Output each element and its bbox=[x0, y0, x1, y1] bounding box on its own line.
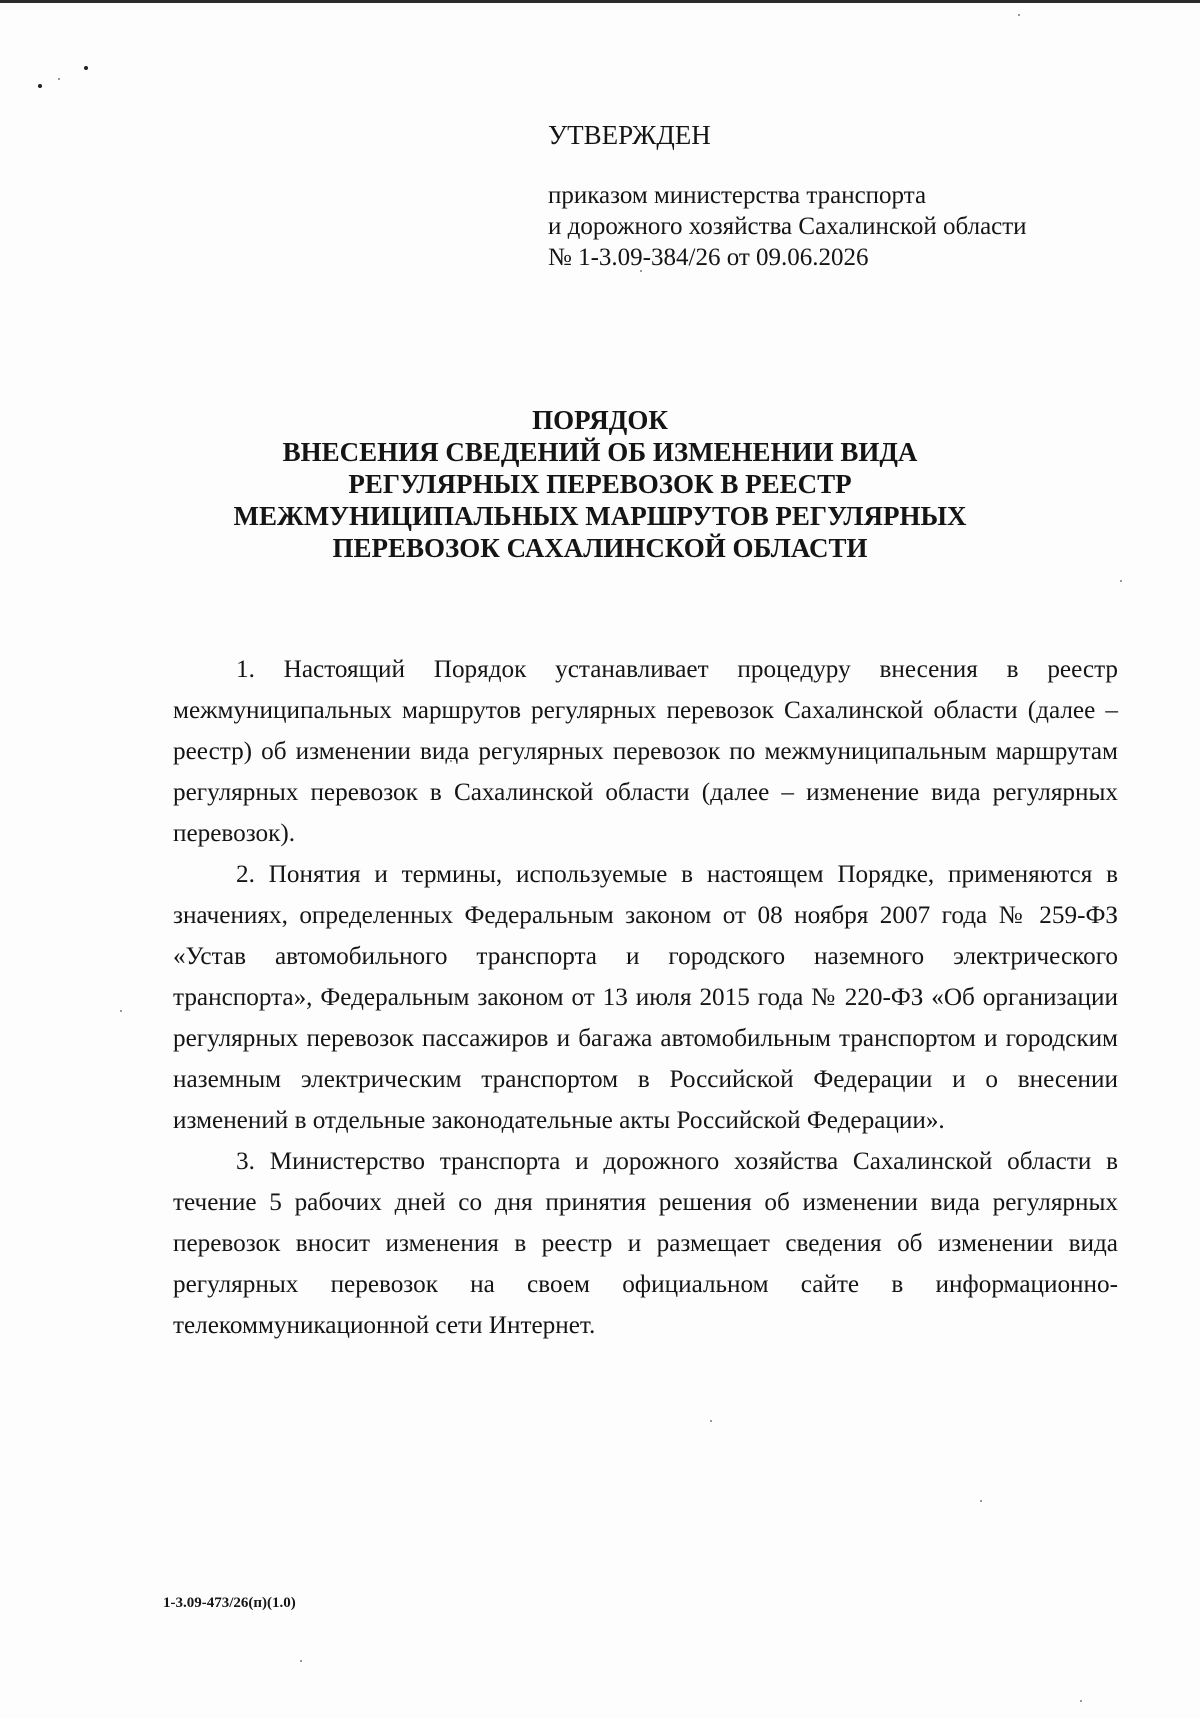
scan-speck bbox=[300, 1660, 302, 1662]
scan-speck bbox=[38, 84, 42, 88]
scan-speck bbox=[84, 66, 88, 70]
approval-order-line: приказом министерства транспорта bbox=[548, 182, 927, 209]
footer-registration-code: 1-3.09-473/26(п)(1.0) bbox=[163, 1595, 296, 1611]
title-line: МЕЖМУНИЦИПАЛЬНЫХ МАРШРУТОВ РЕГУЛЯРНЫХ bbox=[233, 501, 967, 531]
paragraph-2: 2. Понятия и термины, используемые в настоящем Порядке, применяются в значениях, определенных Федеральным законом от 08 ноября 2007 года № 259-ФЗ «Устав автомобильного транспорта и городского наземного электрического транспорта», Федеральным законом от 13 июля 2015 года № 220-ФЗ «Об организации регулярных перевозок пассажиров и багажа автомобильным транспортом и городским наземным электрическим транспортом в Российской Федерации и о внесении изменений в отдельные законодательные акты Российской Федерации». bbox=[173, 861, 1118, 1134]
scan-speck bbox=[710, 1420, 712, 1422]
scan-speck bbox=[1080, 1700, 1082, 1702]
document-title bbox=[160, 404, 1040, 564]
title-line: ПОРЯДОК bbox=[532, 405, 668, 435]
document-body bbox=[173, 649, 1118, 1346]
paragraph-1: 1. Настоящий Порядок устанавливает процедуру внесения в реестр межмуниципальных маршрутов регулярных перевозок Сахалинской области (далее – реестр) об изменении вида регулярных перевозок по межмуниципальным маршрутам регулярных перевозок в Сахалинской области (далее – изменение вида регулярных перевозок). bbox=[173, 656, 1118, 847]
title-line: РЕГУЛЯРНЫХ ПЕРЕВОЗОК В РЕЕСТР bbox=[348, 469, 852, 499]
scan-speck bbox=[980, 1500, 982, 1502]
scan-speck bbox=[1018, 14, 1020, 16]
approval-block bbox=[548, 118, 1148, 273]
scan-speck bbox=[58, 78, 60, 80]
title-line: ПЕРЕВОЗОК САХАЛИНСКОЙ ОБЛАСТИ bbox=[332, 533, 868, 563]
approval-ministry-line: и дорожного хозяйства Сахалинской области bbox=[548, 213, 1027, 240]
scan-top-edge bbox=[0, 0, 1200, 3]
scan-speck bbox=[1120, 580, 1122, 582]
approval-title: УТВЕРЖДЕН bbox=[548, 120, 711, 150]
title-line: ВНЕСЕНИЯ СВЕДЕНИЙ ОБ ИЗМЕНЕНИИ ВИДА bbox=[282, 437, 918, 467]
approval-number-line: № 1-3.09-384/26 от 09.06.2026 bbox=[548, 244, 869, 271]
paragraph-3: 3. Министерство транспорта и дорожного хозяйства Сахалинской области в течение 5 рабочих дней со дня принятия решения об изменении вида регулярных перевозок вносит изменения в реестр и размещает сведения об изменении вида регулярных перевозок на своем официальном сайте в информационно-телекоммуникационной сети Интернет. bbox=[173, 1148, 1118, 1339]
scan-speck bbox=[120, 1010, 122, 1012]
